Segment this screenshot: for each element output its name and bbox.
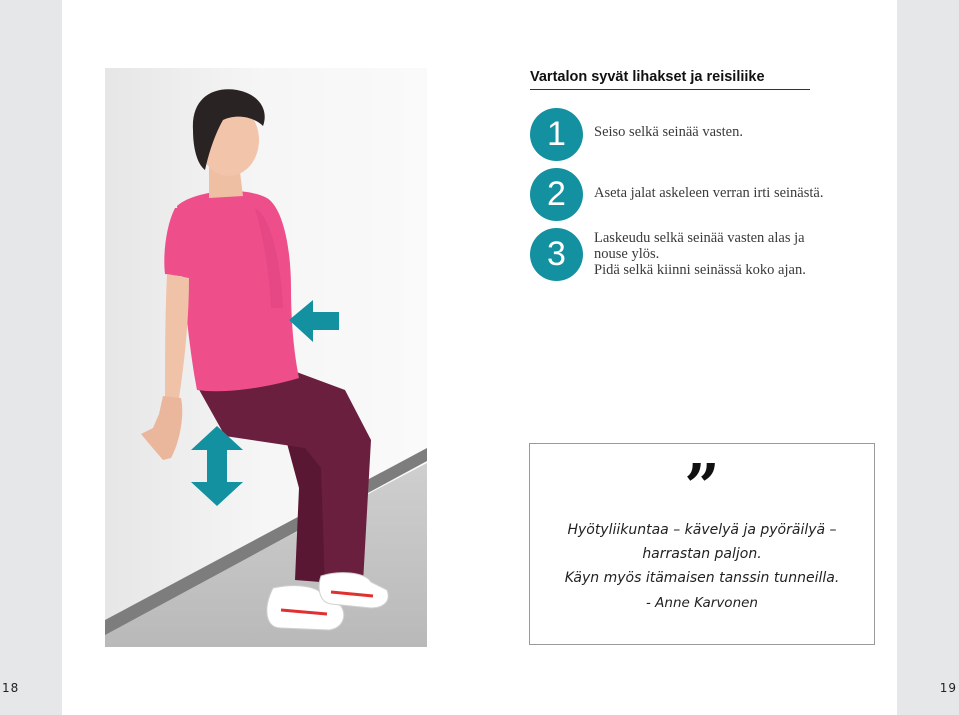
page-title: Vartalon syvät lihakset ja reisiliike xyxy=(530,69,810,90)
step-text xyxy=(594,230,806,278)
step-text xyxy=(594,185,823,201)
step-text-line: Laskeudu selkä seinää vasten alas ja xyxy=(594,230,805,246)
step-number-badge: 2 xyxy=(530,168,583,221)
quote-author: - Anne Karvonen xyxy=(646,595,758,611)
step-text-line: Pidä selkä kiinni seinässä koko ajan. xyxy=(594,262,806,278)
quote-line: harrastan paljon. xyxy=(642,546,762,562)
page-number-right: 19 xyxy=(939,681,957,695)
quote-line: Käyn myös itämaisen tanssin tunneilla. xyxy=(564,570,840,586)
exercise-photo xyxy=(105,68,427,647)
step-text-line: Aseta jalat askeleen verran irti seinästä. xyxy=(594,185,824,201)
step-text xyxy=(594,124,743,140)
step-text-line: nouse ylös. xyxy=(594,246,660,262)
step-number-badge: 3 xyxy=(530,228,583,281)
quote-text xyxy=(530,518,874,590)
quote-box xyxy=(529,443,875,645)
step-number-badge: 1 xyxy=(530,108,583,161)
quote-mark-icon: ” xyxy=(684,450,720,523)
step-text-line: Seiso selkä seinää vasten. xyxy=(594,124,743,140)
quote-line: Hyötyliikuntaa – kävelyä ja pyöräilyä – xyxy=(567,522,837,538)
page-number-left: 18 xyxy=(2,681,20,695)
